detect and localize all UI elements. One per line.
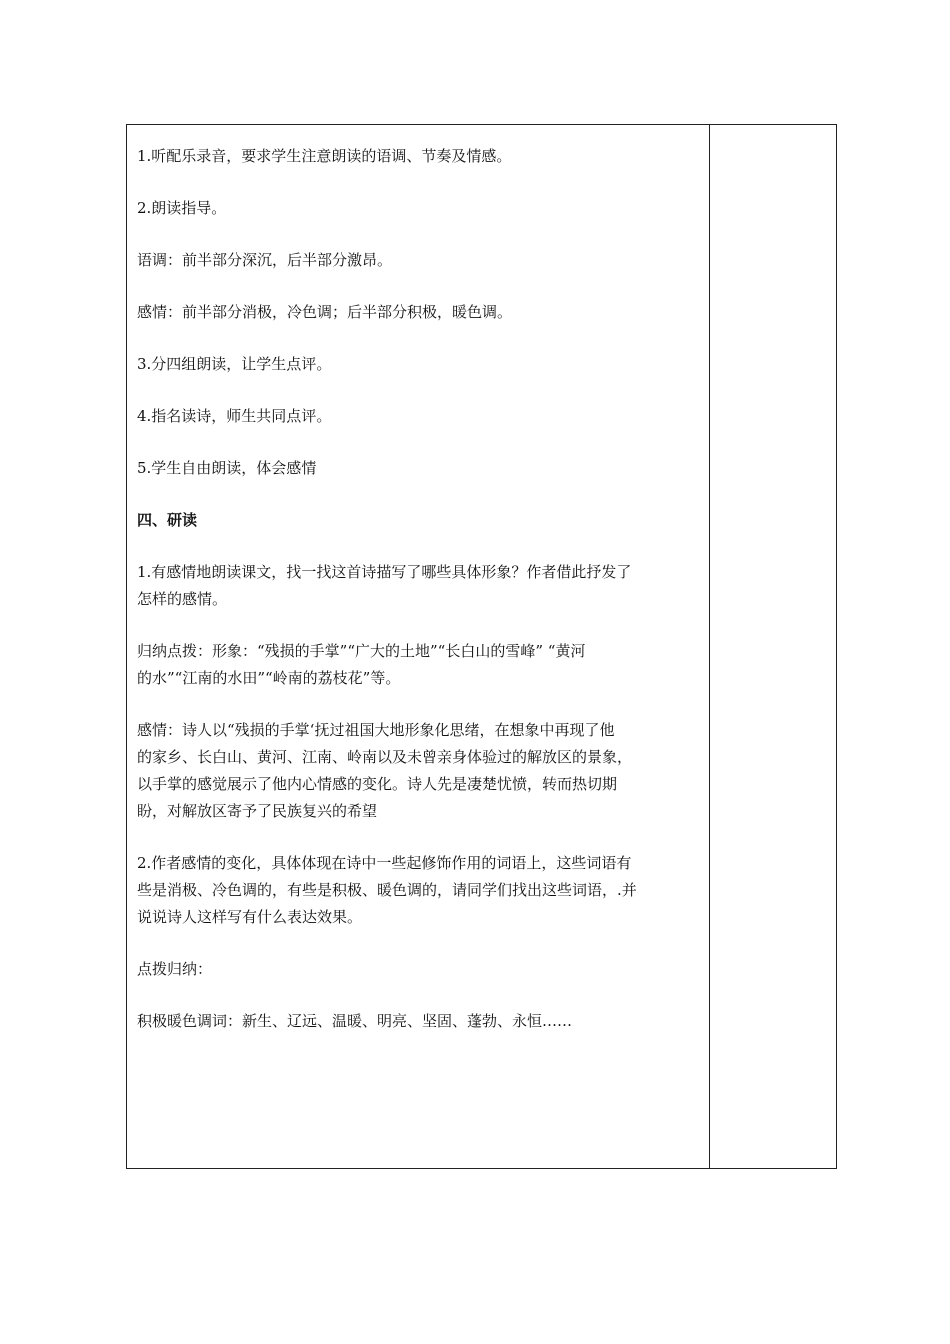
- paragraph-line: 3.分四组朗读，让学生点评。: [137, 355, 332, 373]
- paragraph: [137, 195, 699, 222]
- paragraph: [137, 956, 699, 983]
- section-heading: [137, 507, 699, 534]
- paragraph-line: 2.朗读指导。: [137, 199, 227, 217]
- paragraph-line: 说说诗人这样写有什么表达效果。: [137, 908, 363, 926]
- paragraph-line: 5.学生自由朗读，体会感情: [137, 459, 317, 477]
- notes-cell: [710, 125, 836, 1168]
- paragraph-line: 以手掌的感觉展示了他内心情感的变化。诗人先是凄楚忧愤，转而热切期: [137, 775, 618, 793]
- paragraph: [137, 638, 699, 692]
- paragraph-line: 积极暖色调词：新生、辽远、温暖、明亮、坚固、蓬勃、永恒……: [137, 1012, 573, 1030]
- content-cell: [137, 143, 699, 1060]
- paragraph: [137, 351, 699, 378]
- paragraph: [137, 403, 699, 430]
- paragraph-line: 归纳点拨：形象：“残损的手掌”“广大的土地”“长白山的雪峰” “黄河: [137, 642, 586, 660]
- paragraph: [137, 1008, 699, 1035]
- paragraph: [137, 299, 699, 326]
- paragraph: [137, 143, 699, 170]
- paragraph-line: 1.有感情地朗读课文，找一找这首诗描写了哪些具体形象？作者借此抒发了: [137, 563, 632, 581]
- paragraph: [137, 247, 699, 274]
- paragraph-line: 感情：诗人以“残损的手掌‘抚过祖国大地形象化思绪，在想象中再现了他: [137, 721, 615, 739]
- paragraph-line: 四、研读: [137, 511, 198, 529]
- paragraph: [137, 559, 699, 613]
- paragraph-line: 4.指名读诗，师生共同点评。: [137, 407, 332, 425]
- paragraph: [137, 850, 699, 931]
- lesson-table: [126, 124, 837, 1169]
- paragraph-line: 语调：前半部分深沉，后半部分激昂。: [137, 251, 393, 269]
- paragraph: [137, 717, 699, 825]
- paragraph-line: 点拨归纳：: [137, 960, 213, 978]
- paragraph-line: 的水”“江南的水田”“岭南的荔枝花”等。: [137, 669, 401, 687]
- paragraph-line: 2.作者感情的变化，具体体现在诗中一些起修饰作用的词语上，这些词语有: [137, 854, 632, 872]
- paragraph-line: 的家乡、长白山、黄河、江南、岭南以及未曾亲身体验过的解放区的景象，: [137, 748, 633, 766]
- paragraph-line: 感情：前半部分消极，冷色调；后半部分积极，暖色调。: [137, 303, 513, 321]
- paragraph-line: 些是消极、冷色调的，有些是积极、暖色调的，请同学们找出这些词语，.并: [137, 881, 637, 899]
- paragraph: [137, 455, 699, 482]
- paragraph-line: 1.听配乐录音，要求学生注意朗读的语调、节奏及情感。: [137, 147, 512, 165]
- paragraph-line: 怎样的感情。: [137, 590, 228, 608]
- paragraph-line: 盼，对解放区寄予了民族复兴的希望: [137, 802, 378, 820]
